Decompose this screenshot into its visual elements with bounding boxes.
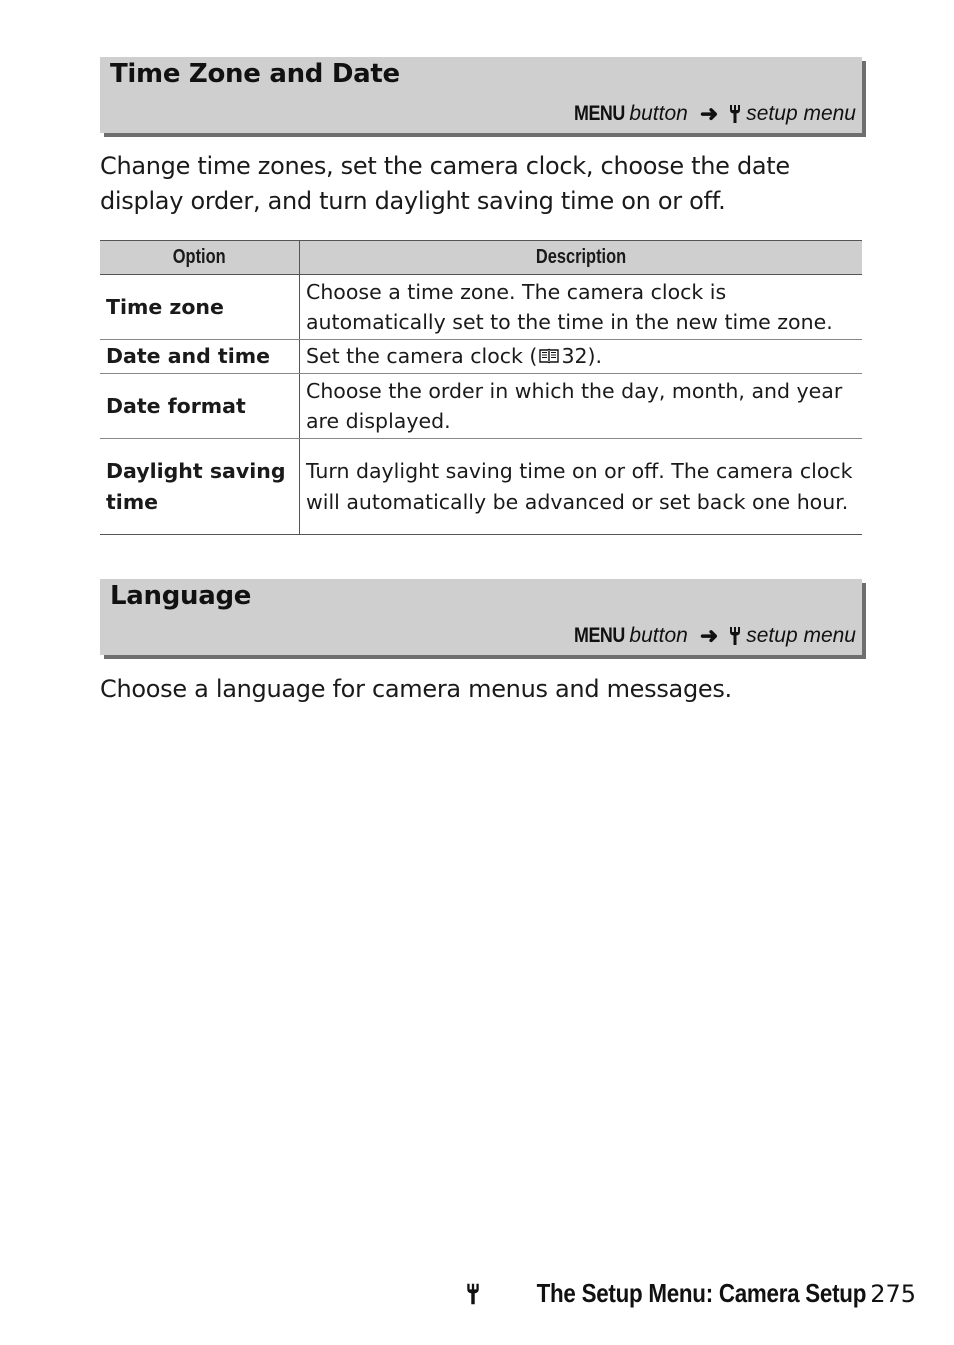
- table-row: [100, 374, 862, 439]
- menu-path: [574, 623, 856, 649]
- section-header-language: [100, 579, 862, 655]
- column-header-description: Description: [300, 241, 863, 275]
- options-table: [100, 240, 862, 535]
- description-cell: Choose a time zone. The camera clock is automatically set to the time in the new time zone.: [300, 275, 863, 340]
- wrench-icon: [728, 626, 742, 646]
- table-header-row: [100, 241, 862, 275]
- description-text-end: ).: [587, 344, 603, 369]
- table-row: [100, 275, 862, 340]
- description-cell: [300, 340, 863, 374]
- option-cell: Date and time: [100, 340, 300, 374]
- menu-button-label: button: [629, 624, 688, 647]
- wrench-icon: [728, 104, 742, 124]
- menu-path: [574, 101, 856, 127]
- description-cell: Choose the order in which the day, month, and year are displayed.: [300, 374, 863, 439]
- page-reference[interactable]: 32: [561, 344, 588, 369]
- column-header-option: Option: [100, 241, 300, 275]
- section-header-time-zone: [100, 57, 862, 133]
- section-description: Change time zones, set the camera clock, choose the date display order, and turn daylight saving time on or off.: [100, 152, 790, 215]
- table-row: [100, 340, 862, 374]
- option-cell: Date format: [100, 374, 300, 439]
- arrow-icon: ➜: [699, 623, 719, 648]
- menu-name-label: setup menu: [746, 102, 856, 125]
- footer-title: The Setup Menu: Camera Setup: [536, 1278, 867, 1308]
- menu-key-label: MENU: [573, 624, 625, 647]
- option-cell: Time zone: [100, 275, 300, 340]
- page-footer: [465, 1278, 916, 1309]
- table-row: [100, 439, 862, 535]
- section-description: Choose a language for camera menus and messages.: [100, 675, 732, 703]
- description-text: Set the camera clock (: [306, 344, 538, 369]
- menu-key-label: MENU: [573, 102, 625, 125]
- page-number: 275: [870, 1279, 916, 1308]
- section-title: Time Zone and Date: [110, 59, 400, 89]
- arrow-icon: ➜: [699, 101, 719, 126]
- wrench-icon: [465, 1281, 481, 1307]
- menu-name-label: setup menu: [746, 624, 856, 647]
- section-title: Language: [110, 581, 252, 611]
- description-cell: Turn daylight saving time on or off. The camera clock will automatically be advanced or set back one hour.: [300, 439, 863, 535]
- option-cell: Daylight saving time: [100, 439, 300, 535]
- book-icon: [539, 348, 559, 364]
- menu-button-label: button: [629, 102, 688, 125]
